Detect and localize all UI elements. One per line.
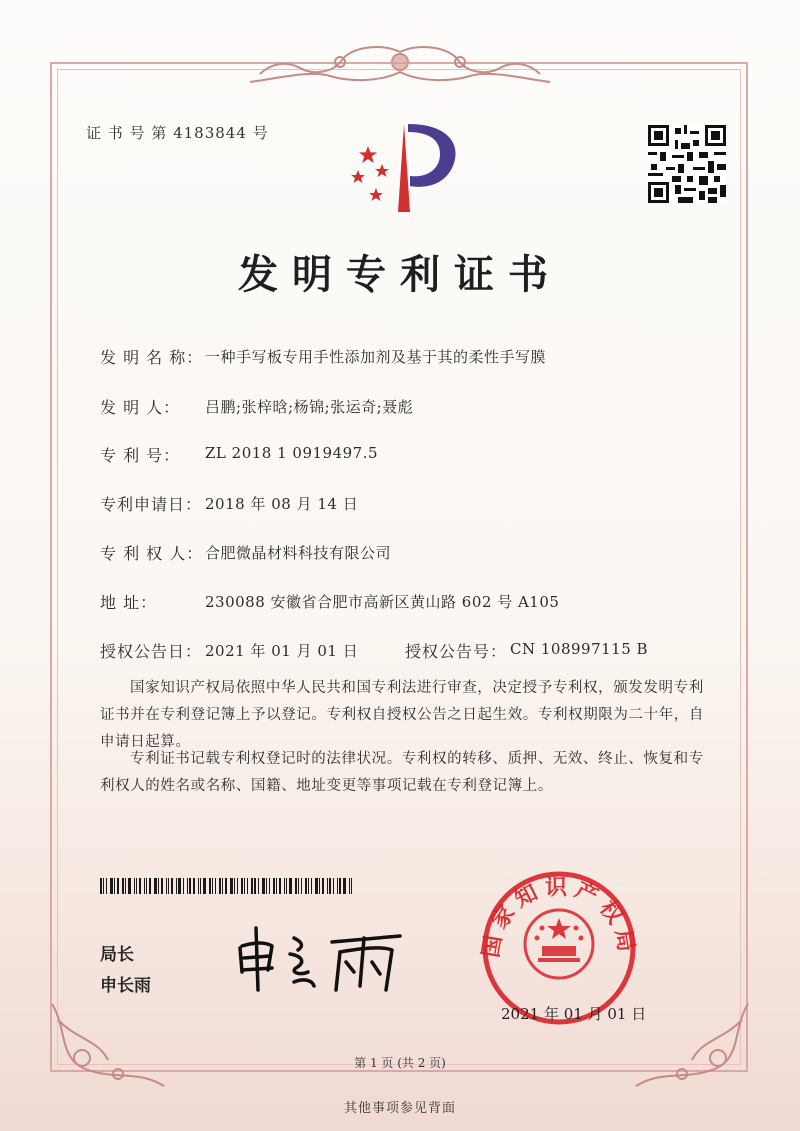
barcode-bar: [136, 878, 137, 894]
top-ornament-icon: [230, 42, 570, 86]
patent-number-value: ZL 2018 1 0919497.5: [205, 444, 379, 462]
barcode-bar: [289, 878, 292, 894]
director-signature-icon: [232, 920, 407, 995]
seal-text: 国家知识产权局: [478, 875, 640, 960]
barcode-bar: [311, 878, 312, 894]
inventors-label-text: 发 明 人：: [100, 398, 181, 417]
barcode-bar: [279, 878, 281, 894]
barcode-bar: [198, 878, 199, 894]
invention-name-label: 发 明 名 称：: [100, 348, 204, 367]
barcode-bar: [166, 878, 167, 894]
barcode-bar: [273, 878, 275, 894]
address-label: [100, 590, 202, 613]
invention-name-value: 一种手写板专用手性添加剂及基于其的柔性手写膜: [205, 348, 547, 366]
barcode-bar: [128, 878, 131, 894]
barcode-bar: [149, 878, 151, 894]
barcode-bar: [117, 878, 119, 894]
barcode-bar: [171, 878, 173, 894]
barcode-bar: [343, 878, 346, 894]
patentee-label: 专 利 权 人：: [100, 544, 204, 563]
barcode-bar: [349, 878, 350, 894]
barcode-bar: [337, 878, 338, 894]
barcode-bar: [122, 878, 124, 894]
statement-paragraph-1: 国家知识产权局依照中华人民共和国专利法进行审查，决定授予专利权，颁发发明专利证书并在专利登记簿上予以登记。专利权自授权公告之日起生效。专利权期限为二十年，自申请日起算。: [100, 680, 704, 750]
barcode-bar: [230, 878, 233, 894]
barcode-bar: [351, 878, 352, 894]
barcode-bar: [178, 878, 181, 894]
barcode-bar: [134, 878, 135, 894]
barcode-bar: [284, 878, 285, 894]
barcode-bar: [244, 878, 245, 894]
barcode-bar: [315, 878, 318, 894]
barcode-bar: [333, 878, 334, 894]
barcode-icon: [100, 878, 354, 894]
barcode-bar: [301, 878, 302, 894]
barcode-bar: [308, 878, 309, 894]
barcode-bar: [305, 878, 307, 894]
barcode-bar: [258, 878, 259, 894]
page-title: 发明专利证书: [238, 251, 562, 298]
bottom-right-ornament-icon: [632, 1000, 752, 1090]
patentee-value: 合肥微晶材料科技有限公司: [205, 544, 392, 562]
barcode-bar: [254, 878, 256, 894]
patent-office-logo-icon: [340, 118, 470, 218]
certificate-number: 证 书 号 第 4183844 号: [86, 124, 269, 142]
barcode-bar: [189, 878, 191, 894]
bottom-left-ornament-icon: [48, 1000, 168, 1090]
barcode-bar: [144, 878, 145, 894]
barcode-bar: [158, 878, 159, 894]
barcode-bar: [262, 878, 265, 894]
barcode-bar: [215, 878, 216, 894]
barcode-bar: [225, 878, 227, 894]
barcode-bar: [247, 878, 248, 894]
barcode-bar: [200, 878, 201, 894]
barcode-bar: [234, 878, 235, 894]
barcode-bar: [322, 878, 324, 894]
barcode-bar: [241, 878, 243, 894]
inventors-value: 吕鹏;张梓晗;杨锦;张运奇;聂彪: [205, 398, 414, 416]
qr-code-icon[interactable]: [648, 125, 726, 203]
barcode-bar: [100, 878, 102, 894]
barcode-bar: [212, 878, 213, 894]
barcode-bar: [237, 878, 238, 894]
back-side-note: 其他事项参见背面: [343, 1101, 456, 1116]
director-title: 局长: [100, 945, 134, 965]
issue-date: 2021 年 01 月 01 日: [501, 1005, 647, 1023]
barcode-bar: [209, 878, 211, 894]
barcode-bar: [139, 878, 141, 894]
address-label-text: 地 址：: [100, 593, 158, 612]
barcode-bar: [168, 878, 169, 894]
barcode-bar: [295, 878, 297, 894]
barcode-bar: [319, 878, 320, 894]
barcode-bar: [276, 878, 277, 894]
barcode-bar: [146, 878, 147, 894]
patent-number-label-text: 专 利 号：: [100, 446, 181, 465]
grant-number-label: 授权公告号：: [405, 642, 508, 661]
grant-date-label: 授权公告日：: [100, 642, 203, 661]
barcode-bar: [286, 878, 287, 894]
page-indicator: 第 1 页 (共 2 页): [354, 1056, 446, 1070]
barcode-bar: [106, 878, 107, 894]
barcode-bar: [219, 878, 221, 894]
barcode-bar: [193, 878, 195, 894]
application-date-value: 2018 年 08 月 14 日: [205, 495, 359, 513]
statement-paragraph-2: 专利证书记载专利权登记时的法律状况。专利权的转移、质押、无效、终止、恢复和专利权人的姓名或名称、国籍、地址变更等事项记载在专利登记簿上。: [100, 751, 704, 794]
barcode-bar: [298, 878, 299, 894]
barcode-bar: [269, 878, 270, 894]
barcode-bar: [183, 878, 184, 894]
barcode-bar: [176, 878, 177, 894]
grant-date-value: 2021 年 01 月 01 日: [205, 642, 359, 660]
barcode-bar: [329, 878, 331, 894]
barcode-bar: [125, 878, 126, 894]
barcode-bar: [203, 878, 206, 894]
address-value: 230088 安徽省合肥市高新区黄山路 602 号 A105: [205, 593, 560, 611]
barcode-bar: [114, 878, 115, 894]
barcode-bar: [327, 878, 328, 894]
director-name: 申长雨: [100, 976, 151, 996]
barcode-bar: [339, 878, 341, 894]
barcode-bar: [222, 878, 223, 894]
barcode-bar: [266, 878, 267, 894]
barcode-bar: [110, 878, 113, 894]
application-date-label: 专利申请日：: [100, 495, 203, 514]
grant-number-value: CN 108997115 B: [510, 640, 649, 658]
patent-number-label: [100, 443, 202, 466]
barcode-bar: [103, 878, 104, 894]
barcode-bar: [251, 878, 253, 894]
barcode-bar: [161, 878, 163, 894]
inventors-label: [100, 395, 202, 418]
barcode-bar: [154, 878, 157, 894]
barcode-bar: [187, 878, 188, 894]
